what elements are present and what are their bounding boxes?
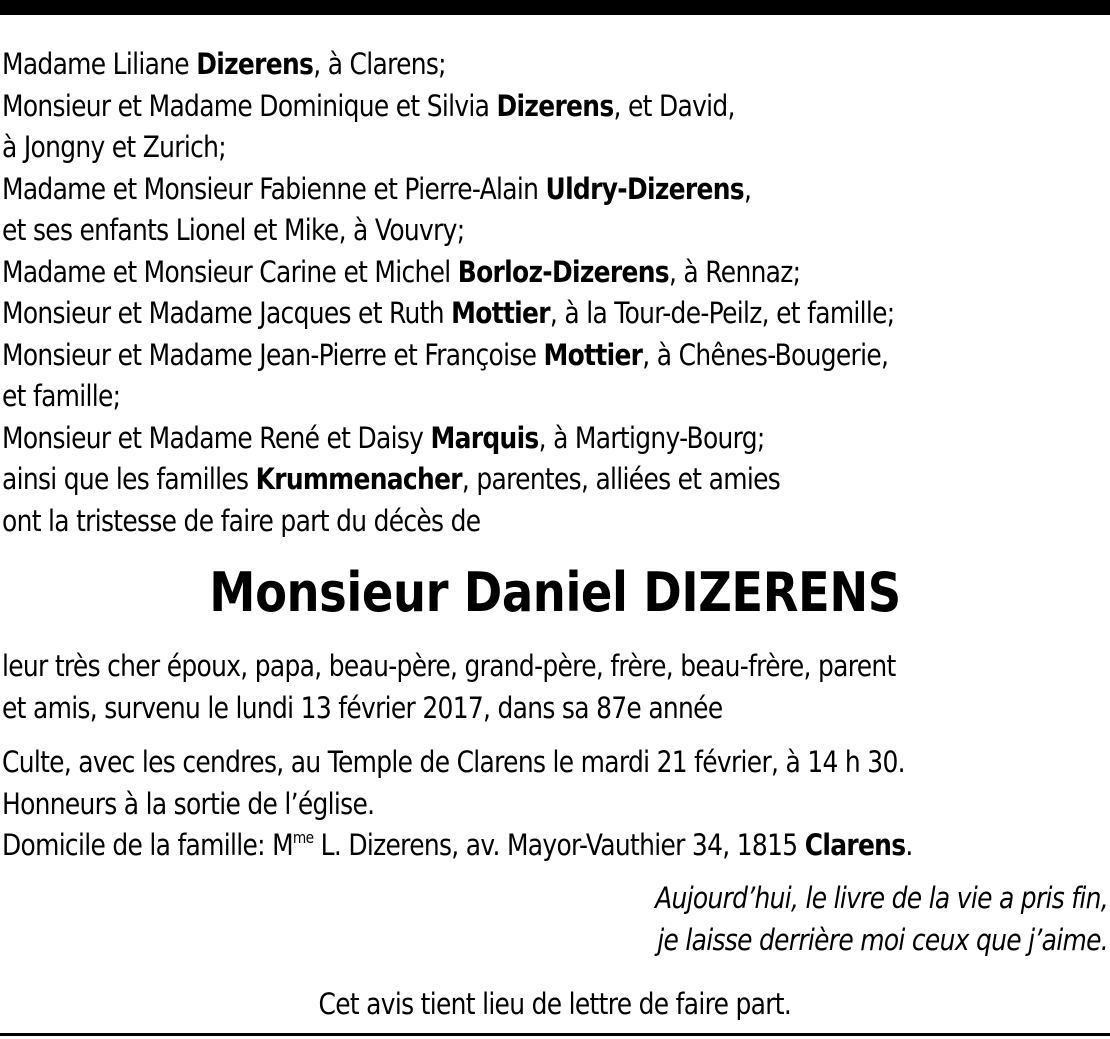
family-list [2,44,1108,542]
closing-note: Cet avis tient lieu de lettre de faire part. [318,987,792,1021]
family-line: Monsieur et Madame Dominique et Silvia Dizerens, et David, [2,88,735,123]
family-line: ainsi que les familles Krummenacher, parentes, alliées et amies [2,462,781,496]
paragraph-line: et amis, survenu le lundi 13 février 2017, dans sa 87e année [2,690,723,725]
honours-line: Honneurs à la sortie de l’église. [2,786,375,821]
relationship-paragraph [2,646,1110,729]
quote-line: Aujourd’hui, le livre de la vie a pris fin, [655,881,1108,915]
farewell-quote [0,878,1108,961]
top-border [0,0,1110,15]
domicile-line: Domicile de la famille: $M^{me}$ L. Dizerens, av. Mayor-Vauthier 34, 1815 Clarens. [2,828,913,862]
family-line: et famille; [2,379,121,413]
ceremony-paragraph [2,742,1110,867]
ceremony-line: Culte, avec les cendres, au Temple de Clarens le mardi 21 février, à 14 h 30. [2,745,905,779]
family-line: Madame et Monsieur Carine et Michel Borloz-Dizerens, à Rennaz; [2,254,801,289]
quote-line: je laisse derrière moi ceux que j’aime. [657,922,1108,957]
family-line: à Jongny et Zurich; [2,130,226,164]
family-line: Monsieur et Madame Jean-Pierre et Françoise Mottier, à Chênes-Bougerie, [2,337,889,372]
deceased-name-heading: Monsieur Daniel DIZERENS [209,561,901,624]
paragraph-line: leur très cher époux, papa, beau-père, grand-père, frère, beau-frère, parent [2,649,896,683]
family-line: Madame et Monsieur Fabienne et Pierre-Alain Uldry-Dizerens, [2,171,752,206]
family-line: et ses enfants Lionel et Mike, à Vouvry; [2,213,465,247]
family-line: Madame Liliane Dizerens, à Clarens; [2,47,446,81]
family-line: Monsieur et Madame René et Daisy Marquis, à Martigny-Bourg; [2,420,765,455]
family-line: Monsieur et Madame Jacques et Ruth Mottier, à la Tour-de-Peilz, et famille; [2,296,895,330]
bottom-border [0,1033,1110,1036]
family-line: ont la tristesse de faire part du décès de [2,503,481,538]
